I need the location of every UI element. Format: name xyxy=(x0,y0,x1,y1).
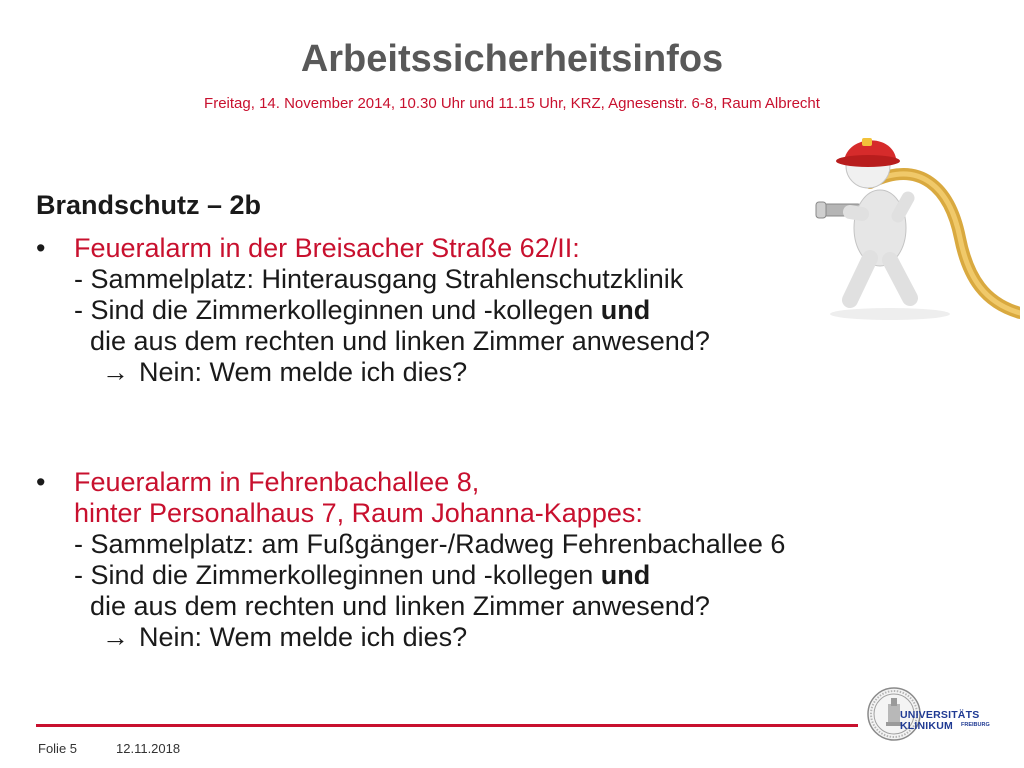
bullet-marker: • xyxy=(36,233,46,263)
slide-subtitle: Freitag, 14. November 2014, 10.30 Uhr und 11.15 Uhr, KRZ, Agnesenstr. 6-8, Raum Albrecht xyxy=(204,95,820,112)
logo-wordmark-line3: FREIBURG xyxy=(961,722,990,728)
logo-wordmark-line2: KLINIKUM xyxy=(900,720,953,732)
bullet-line: die aus dem rechten und linken Zimmer anwesend? xyxy=(90,591,710,621)
bullet-line xyxy=(74,560,994,591)
bullet-line-text: - Sind die Zimmerkolleginnen und -kollegen xyxy=(74,295,601,325)
slide-number: Folie 5 xyxy=(38,741,78,756)
bullet-line: - Sammelplatz: Hinterausgang Strahlenschutzklinik xyxy=(74,264,684,294)
bullet-heading: hinter Personalhaus 7, Raum Johanna-Kappes: xyxy=(74,498,643,528)
footer-divider xyxy=(36,724,858,727)
bullet-line: - Sammelplatz: am Fußgänger-/Radweg Fehrenbachallee 6 xyxy=(74,529,786,559)
arrow-right-icon: → xyxy=(102,622,129,652)
bullet-marker: • xyxy=(36,467,46,497)
bullet-emphasis: und xyxy=(600,560,651,590)
bullet-line xyxy=(74,622,994,653)
slide-title: Arbeitssicherheitsinfos xyxy=(300,38,724,80)
bullet-line-text: Nein: Wem melde ich dies? xyxy=(139,357,468,387)
bullet-body xyxy=(74,233,994,388)
bullet-heading: Feueralarm in Fehrenbachallee 8, xyxy=(74,467,480,497)
bullet-line xyxy=(74,357,994,388)
bullet-line-text: - Sind die Zimmerkolleginnen und -kollegen xyxy=(74,560,601,590)
bullet-line xyxy=(74,295,994,326)
arrow-right-icon: → xyxy=(102,357,129,387)
bullet-emphasis: und xyxy=(600,295,651,325)
bullet-line-text: Nein: Wem melde ich dies? xyxy=(139,622,468,652)
footer-date: 12.11.2018 xyxy=(116,741,181,756)
bullet-line: die aus dem rechten und linken Zimmer anwesend? xyxy=(90,326,710,356)
university-hospital-logo xyxy=(866,686,990,744)
bullet-heading: Feueralarm in der Breisacher Straße 62/II: xyxy=(74,233,580,263)
bullet-body xyxy=(74,467,994,653)
section-heading: Brandschutz – 2b xyxy=(36,190,262,220)
logo-wordmark-line1: UNIVERSITÄTS xyxy=(900,709,980,721)
